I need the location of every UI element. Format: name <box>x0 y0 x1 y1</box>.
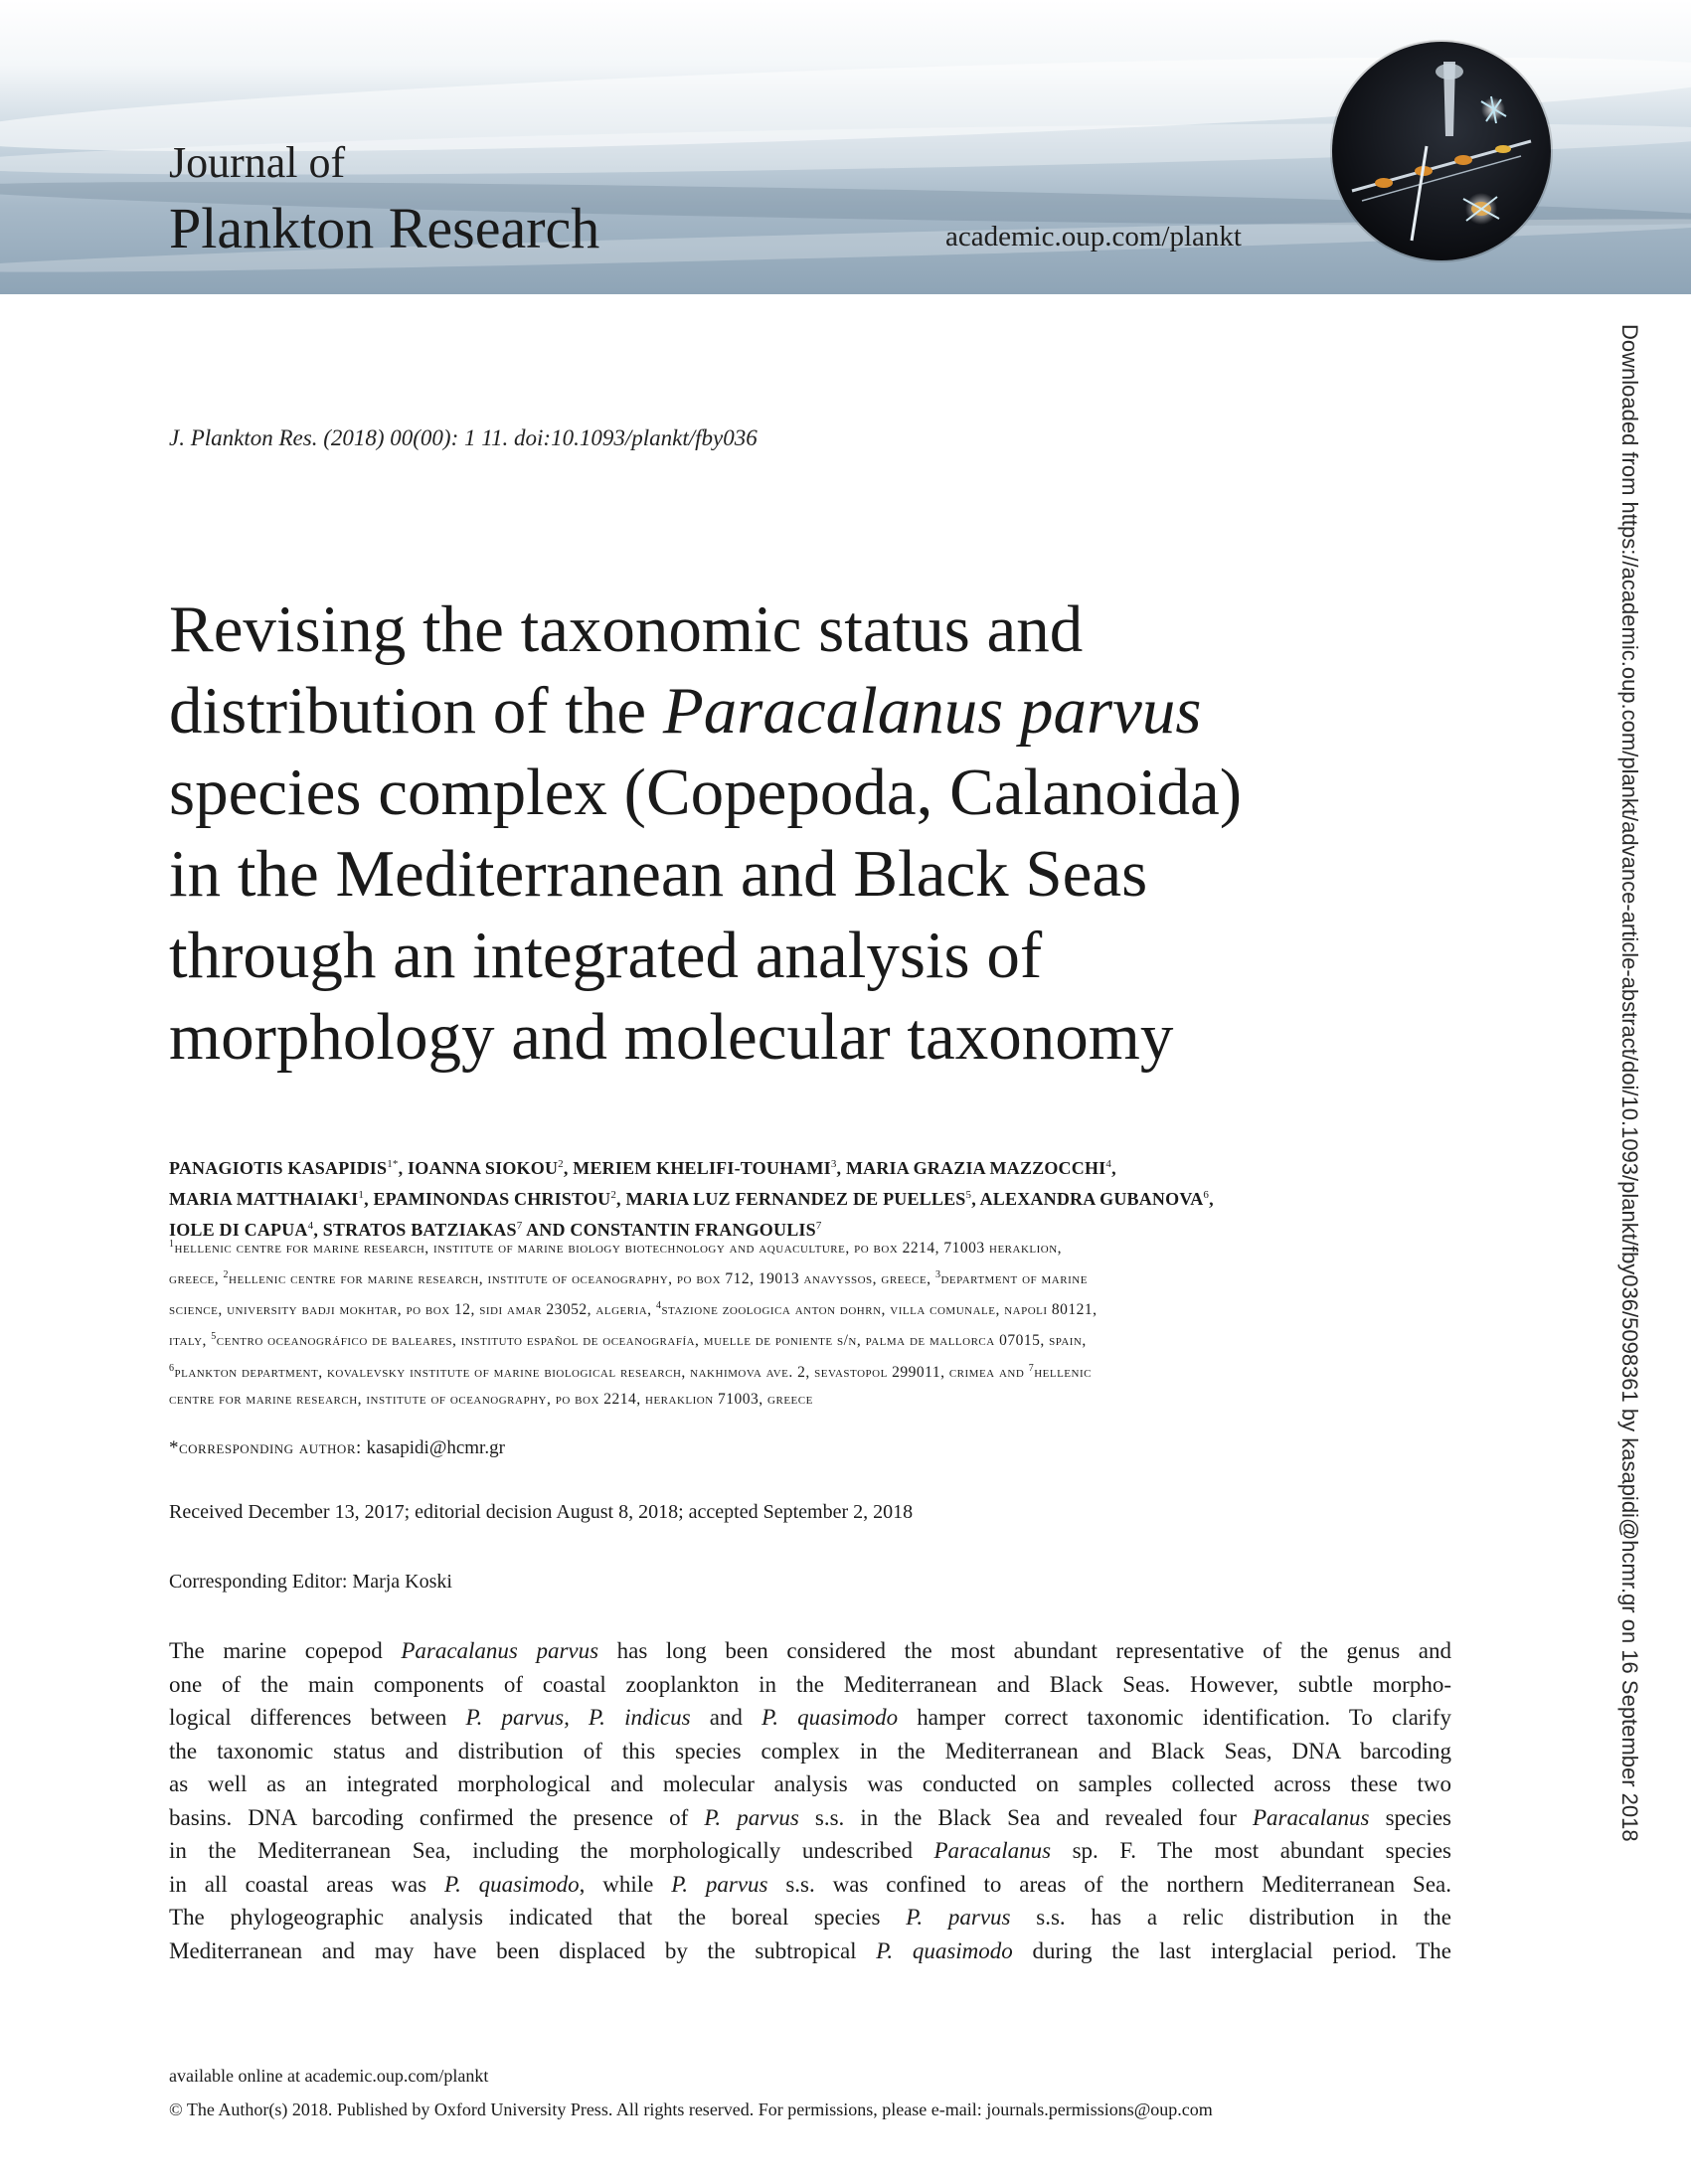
title-line: morphology and molecular taxonomy <box>169 1000 1174 1074</box>
species-name: Paracalanus parvus <box>662 674 1202 748</box>
journal-url[interactable]: academic.oup.com/plankt <box>945 221 1242 252</box>
author-line: PANAGIOTIS $KASAPIDIS^{1*}$, IOANNA SIOKOU$^2$, MERIEM KHELIFI-TOUHAMI$^3$, MARIA GRAZIA MAZZOCCHI$^4$, <box>169 1158 1116 1178</box>
abstract-line: in the Mediterranean Sea, including the morphologically undescribed Paracalanus sp. F. The most abundant species <box>169 1838 1452 1863</box>
journal-name-line2: Plankton Research <box>169 196 600 260</box>
abstract-line: The phylogeographic analysis indicated that the boreal species P. parvus s.s. has a relic distribution in the <box>169 1905 1451 1930</box>
availability-note: available online at academic.oup.com/plankt <box>169 2066 489 2086</box>
corresponding-email[interactable]: kasapidi@hcmr.gr <box>366 1437 505 1458</box>
abstract-line: basins. DNA barcoding confirmed the presence of P. parvus s.s. in the Black Sea and revealed four Paracalanus species <box>169 1804 1451 1830</box>
affiliation-line: science, university badji mokhtar, po box 12, sidi amar 23052, algeria, $^4$stazione zoologica anton dohrn, villa comunale, napoli 80121, <box>169 1300 1098 1319</box>
abstract-line: The marine copepod Paracalanus parvus has long been considered the most abundant representative of the genus and <box>169 1638 1451 1663</box>
copyright-notice: © The Author(s) 2018. Published by Oxford University Press. All rights reserved. For permissions, please e-mail: journals.permissions@oup.com <box>169 2100 1213 2119</box>
abstract-line: logical differences between P. parvus, P. indicus and P. quasimodo hamper correct taxonomic identification. To clarify <box>169 1705 1451 1730</box>
journal-name-line1: Journal of <box>169 138 346 187</box>
title-line: distribution of the Paracalanus parvus <box>169 674 1202 748</box>
affiliation-line: greece, $^2$hellenic centre for marine research, institute of oceanography, po box 712, 19013 anavyssos, greece, $^3$department of marine <box>169 1269 1088 1288</box>
abstract-line: in all coastal areas was P. quasimodo, while P. parvus s.s. was confined to areas of the northern Mediterranean Sea. <box>169 1871 1451 1897</box>
affiliations <box>169 1231 1461 1413</box>
title-line: in the Mediterranean and Black Seas <box>169 837 1148 911</box>
received-dates: Received December 13, 2017; editorial decision August 8, 2018; accepted September 2, 2018 <box>169 1501 914 1523</box>
affiliation-line: $^6$plankton department, kovalevsky institute of marine biological research, nakhimova ave. 2, sevastopol 299011, crimea and $^7$hellenic <box>169 1362 1092 1381</box>
article-title <box>169 588 1461 1078</box>
abstract-line: the taxonomic status and distribution of this species complex in the Mediterranean and Black Seas, DNA barcoding <box>169 1738 1451 1764</box>
affiliation-line: $^1$hellenic centre for marine research, institute of marine biology biotechnology and aquaculture, po box 2214, 71003 heraklion, <box>169 1239 1063 1258</box>
abstract-line: one of the main components of coastal zooplankton in the Mediterranean and Black Seas. However, subtle morpho- <box>169 1671 1451 1697</box>
article-citation: J. Plankton Res. (2018) 00(00): 1 11. doi:10.1093/plankt/fby036 <box>169 425 758 450</box>
plankton-illustration-icon <box>1332 42 1551 260</box>
affiliation-line: italy, $^5$centro oceanográfico de baleares, instituto español de oceanografía, muelle de poniente s/n, palma de mallorca 07015, spain, <box>169 1331 1087 1350</box>
journal-banner <box>0 0 1691 294</box>
author-line: IOLE DI CAPUA$^4$, STRATOS BATZIAKAS$^7$ AND CONSTANTIN FRANGOULIS$^7$ <box>169 1220 822 1240</box>
corresponding-label: *corresponding author: <box>169 1437 362 1458</box>
abstract <box>169 1634 1451 1967</box>
affiliation-line: centre for marine research, institute of oceanography, po box 2214, heraklion 71003, greece <box>169 1390 813 1408</box>
abstract-line: as well as an integrated morphological and molecular analysis was conducted on samples collected across these two <box>169 1771 1451 1796</box>
corresponding-author <box>169 1437 505 1459</box>
plankton-logo-image <box>1332 42 1551 260</box>
download-note: Downloaded from https://academic.oup.com/plankt/advance-article-abstract/doi/10.1093/plankt/fby036/5098361 by kasapidi@hcmr.gr on 16 September 2018 <box>1617 324 1642 1842</box>
corresponding-editor: Corresponding Editor: Marja Koski <box>169 1571 452 1593</box>
title-line: through an integrated analysis of <box>169 919 1043 992</box>
title-line: species complex (Copepoda, Calanoida) <box>169 756 1243 829</box>
title-line: Revising the taxonomic status and <box>169 592 1084 666</box>
author-line: MARIA MATTHAIAKI$^1$, EPAMINONDAS CHRISTOU$^2$, MARIA LUZ FERNANDEZ DE PUELLES$^5$, ALEXANDRA GUBANOVA$^6$, <box>169 1189 1214 1209</box>
abstract-line: Mediterranean and may have been displaced by the subtropical P. quasimodo during the last interglacial period. The <box>169 1937 1452 1963</box>
